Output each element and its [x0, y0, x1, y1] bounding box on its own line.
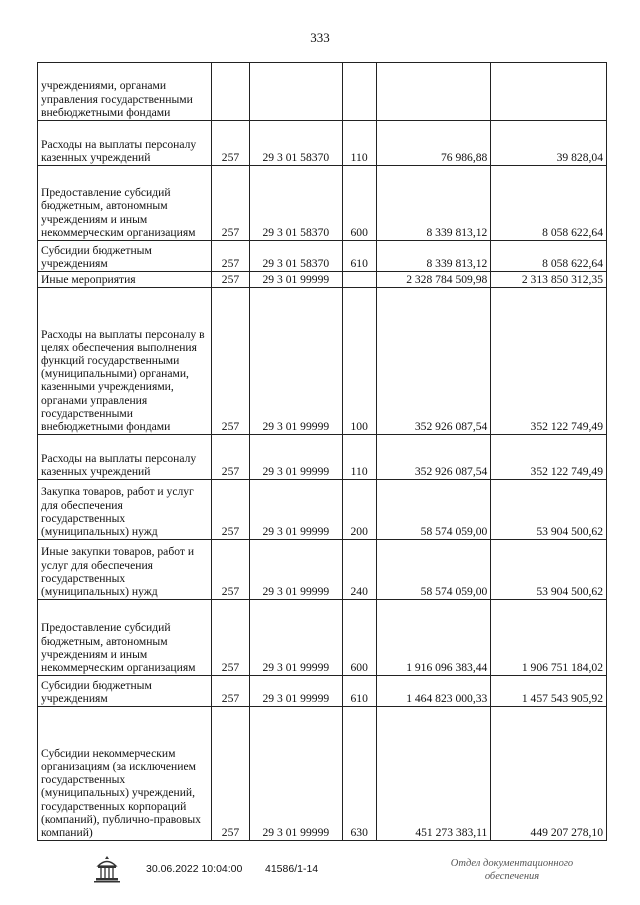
row-name: Иные закупки товаров, работ и услуг для обеспечения государственных (муниципальных) нужд: [38, 540, 212, 600]
row-name: Субсидии бюджетным учреждениям: [38, 676, 212, 707]
page-footer: [0, 852, 640, 902]
row-vr: 610: [342, 676, 376, 707]
table-row: [38, 540, 607, 600]
row-name: Расходы на выплаты персоналу казенных учреждений: [38, 121, 212, 166]
row-vr: [342, 63, 376, 121]
row-sum1: 2 328 784 509,98: [376, 272, 491, 288]
row-csr: 29 3 01 99999: [250, 707, 342, 841]
table-row: [38, 241, 607, 272]
row-ved: [211, 63, 249, 121]
row-sum1: 451 273 383,11: [376, 707, 491, 841]
budget-table: [37, 62, 607, 841]
row-sum1: 58 574 059,00: [376, 480, 491, 540]
row-csr: 29 3 01 58370: [250, 121, 342, 166]
row-csr: 29 3 01 99999: [250, 272, 342, 288]
row-vr: 110: [342, 435, 376, 480]
row-csr: 29 3 01 99999: [250, 540, 342, 600]
row-vr: 610: [342, 241, 376, 272]
row-sum2: 8 058 622,64: [491, 166, 607, 241]
row-name: Субсидии некоммерческим организациям (за исключением государственных (муниципальных) учреждений, государственных корпораций (компаний), публично-правовых компаний): [38, 707, 212, 841]
row-sum1: 8 339 813,12: [376, 166, 491, 241]
row-ved: 257: [211, 707, 249, 841]
table-row: [38, 288, 607, 435]
row-name: Расходы на выплаты персоналу в целях обеспечения выполнения функций государственными (муниципальными) органами, казенными учреждениями, органами управления государственными внебюджетными фондами: [38, 288, 212, 435]
row-ved: 257: [211, 480, 249, 540]
table-row: [38, 121, 607, 166]
row-csr: 29 3 01 99999: [250, 600, 342, 676]
row-ved: 257: [211, 241, 249, 272]
row-sum2: 53 904 500,62: [491, 540, 607, 600]
row-vr: 600: [342, 166, 376, 241]
row-name: Субсидии бюджетным учреждениям: [38, 241, 212, 272]
row-name: Предоставление субсидий бюджетным, автономным учреждениям и иным некоммерческим организациям: [38, 600, 212, 676]
row-name: Иные мероприятия: [38, 272, 212, 288]
table-row: [38, 676, 607, 707]
row-vr: 110: [342, 121, 376, 166]
row-ved: 257: [211, 166, 249, 241]
row-ved: 257: [211, 540, 249, 600]
row-sum2: 8 058 622,64: [491, 241, 607, 272]
row-ved: 257: [211, 435, 249, 480]
table-row: [38, 63, 607, 121]
row-sum2: 39 828,04: [491, 121, 607, 166]
row-csr: 29 3 01 99999: [250, 435, 342, 480]
row-sum1: [376, 63, 491, 121]
row-vr: 240: [342, 540, 376, 600]
row-csr: 29 3 01 99999: [250, 480, 342, 540]
row-sum2: 352 122 749,49: [491, 288, 607, 435]
row-csr: 29 3 01 58370: [250, 166, 342, 241]
row-name: учреждениями, органами управления государственными внебюджетными фондами: [38, 63, 212, 121]
row-ved: 257: [211, 272, 249, 288]
row-vr: 200: [342, 480, 376, 540]
row-vr: 630: [342, 707, 376, 841]
footer-reg-number: 41586/1-14: [265, 863, 319, 875]
row-sum2: 1 906 751 184,02: [491, 600, 607, 676]
row-ved: 257: [211, 288, 249, 435]
row-sum1: 58 574 059,00: [376, 540, 491, 600]
row-sum2: 1 457 543 905,92: [491, 676, 607, 707]
footer-datetime: 30.06.2022 10:04:00: [146, 863, 243, 875]
table-row: [38, 166, 607, 241]
row-sum2: 2 313 850 312,35: [491, 272, 607, 288]
row-csr: [250, 63, 342, 121]
table-row: [38, 600, 607, 676]
row-name: Закупка товаров, работ и услуг для обеспечения государственных (муниципальных) нужд: [38, 480, 212, 540]
row-sum2: 352 122 749,49: [491, 435, 607, 480]
row-ved: 257: [211, 676, 249, 707]
row-sum1: 8 339 813,12: [376, 241, 491, 272]
row-sum1: 1 464 823 000,33: [376, 676, 491, 707]
row-sum1: 352 926 087,54: [376, 435, 491, 480]
row-sum2: [491, 63, 607, 121]
row-sum2: 53 904 500,62: [491, 480, 607, 540]
row-ved: 257: [211, 600, 249, 676]
row-csr: 29 3 01 58370: [250, 241, 342, 272]
table-row: [38, 480, 607, 540]
row-name: Предоставление субсидий бюджетным, автономным учреждениям и иным некоммерческим организациям: [38, 166, 212, 241]
row-sum1: 352 926 087,54: [376, 288, 491, 435]
row-vr: [342, 272, 376, 288]
row-sum1: 1 916 096 383,44: [376, 600, 491, 676]
row-name: Расходы на выплаты персоналу казенных учреждений: [38, 435, 212, 480]
row-vr: 600: [342, 600, 376, 676]
row-sum1: 76 986,88: [376, 121, 491, 166]
table-row: [38, 272, 607, 288]
row-ved: 257: [211, 121, 249, 166]
emblem-icon: [92, 854, 122, 884]
row-vr: 100: [342, 288, 376, 435]
table-row: [38, 435, 607, 480]
row-csr: 29 3 01 99999: [250, 288, 342, 435]
table-row: [38, 707, 607, 841]
page-number: 333: [310, 30, 330, 45]
footer-department: Отдел документационного обеспечения: [450, 858, 574, 882]
row-csr: 29 3 01 99999: [250, 676, 342, 707]
row-sum2: 449 207 278,10: [491, 707, 607, 841]
